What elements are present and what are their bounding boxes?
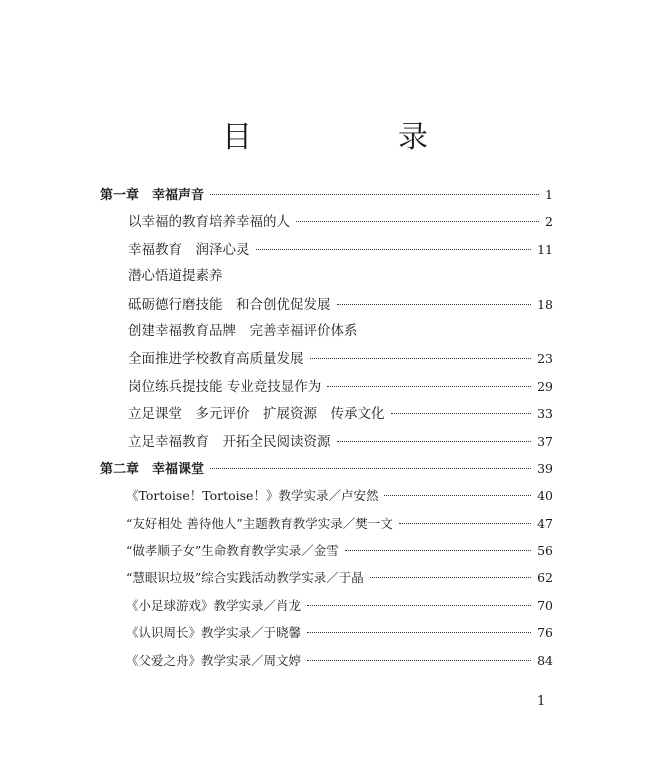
toc-entry-page: 1 [545,187,553,202]
toc-entry-page: 39 [537,460,553,476]
toc-entry[interactable] [100,400,553,427]
toc-entry-page: 29 [537,378,553,394]
toc-entry[interactable] [100,428,553,455]
page-number: 1 [537,694,546,709]
toc-entry-title: 《父爱之舟》教学实录／周文婷 [126,652,302,668]
dot-leader [307,660,531,661]
page-title: 目 录 [222,120,486,156]
dot-leader [370,577,531,578]
toc-entry[interactable] [100,263,553,290]
toc-entry-page: 23 [537,351,553,367]
toc-entry-page: 56 [537,543,553,559]
dot-leader [310,358,532,359]
dot-leader [337,441,532,442]
toc-entry-page: 84 [537,652,553,668]
toc-entry-title: 《小足球游戏》教学实录／肖龙 [126,597,302,613]
table-of-contents [100,181,553,674]
dot-leader [210,194,539,195]
toc-entry-title: 幸福教育 润泽心灵 [128,241,250,258]
toc-entry-title: 岗位练兵提技能 专业竞技显作为 [128,378,322,395]
toc-entry[interactable] [100,482,553,509]
toc-entry-title: 第一章 幸福声音 [100,188,205,203]
toc-entry[interactable] [100,510,553,537]
toc-entry-title: 潜心悟道提素养 [128,268,223,285]
toc-entry[interactable] [100,647,553,674]
toc-entry-page: 33 [537,406,553,422]
toc-entry-page: 11 [537,241,553,257]
dot-leader [327,386,531,387]
toc-entry-title: “做孝顺子女”生命教育教学实录／金雪 [126,543,339,559]
toc-entry-title: 创建幸福教育品牌 完善幸福评价体系 [128,322,358,339]
toc-entry[interactable] [100,619,553,646]
toc-entry[interactable] [100,208,553,235]
toc-entry-page: 2 [545,214,553,230]
dot-leader [337,304,532,305]
dot-leader [384,495,531,496]
toc-entry-page: 37 [537,433,553,449]
toc-entry-page: 18 [537,296,553,312]
toc-entry-page: 76 [537,625,553,641]
toc-entry-title: 全面推进学校教育高质量发展 [128,351,304,368]
toc-entry-title: 立足课堂 多元评价 扩展资源 传承文化 [128,406,385,423]
toc-entry[interactable] [100,291,553,318]
dot-leader [256,249,532,250]
toc-entry[interactable] [100,181,553,208]
toc-entry[interactable] [100,537,553,564]
dot-leader [399,523,531,524]
toc-entry[interactable] [100,236,553,263]
toc-entry-title: 以幸福的教育培养幸福的人 [128,214,290,231]
toc-entry[interactable] [100,455,553,482]
dot-leader [345,550,531,551]
toc-entry[interactable] [100,318,553,345]
toc-entry-page: 47 [537,515,553,531]
toc-entry-title: 《认识周长》教学实录／于晓馨 [126,625,302,641]
toc-entry[interactable] [100,592,553,619]
toc-entry[interactable] [100,373,553,400]
toc-entry-page: 62 [537,570,553,586]
toc-entry-title: “慧眼识垃圾”综合实践活动教学实录／于晶 [126,570,364,586]
toc-entry-page: 40 [537,488,553,504]
dot-leader [210,468,531,469]
dot-leader [307,605,531,606]
toc-entry-title: 立足幸福教育 开拓全民阅读资源 [128,433,331,450]
dot-leader [307,632,531,633]
toc-entry-title: 砥砺德行磨技能 和合创优促发展 [128,296,331,313]
toc-entry-title: 第二章 幸福课堂 [100,461,205,477]
toc-entry[interactable] [100,345,553,372]
toc-entry-page: 70 [537,597,553,613]
dot-leader [391,413,532,414]
toc-entry[interactable] [100,564,553,591]
toc-entry-title: “友好相处 善待他人”主题教育教学实录／樊一文 [126,515,393,531]
dot-leader [296,221,539,222]
toc-entry-title: 《Tortoise！Tortoise！》教学实录／卢安然 [126,488,379,504]
